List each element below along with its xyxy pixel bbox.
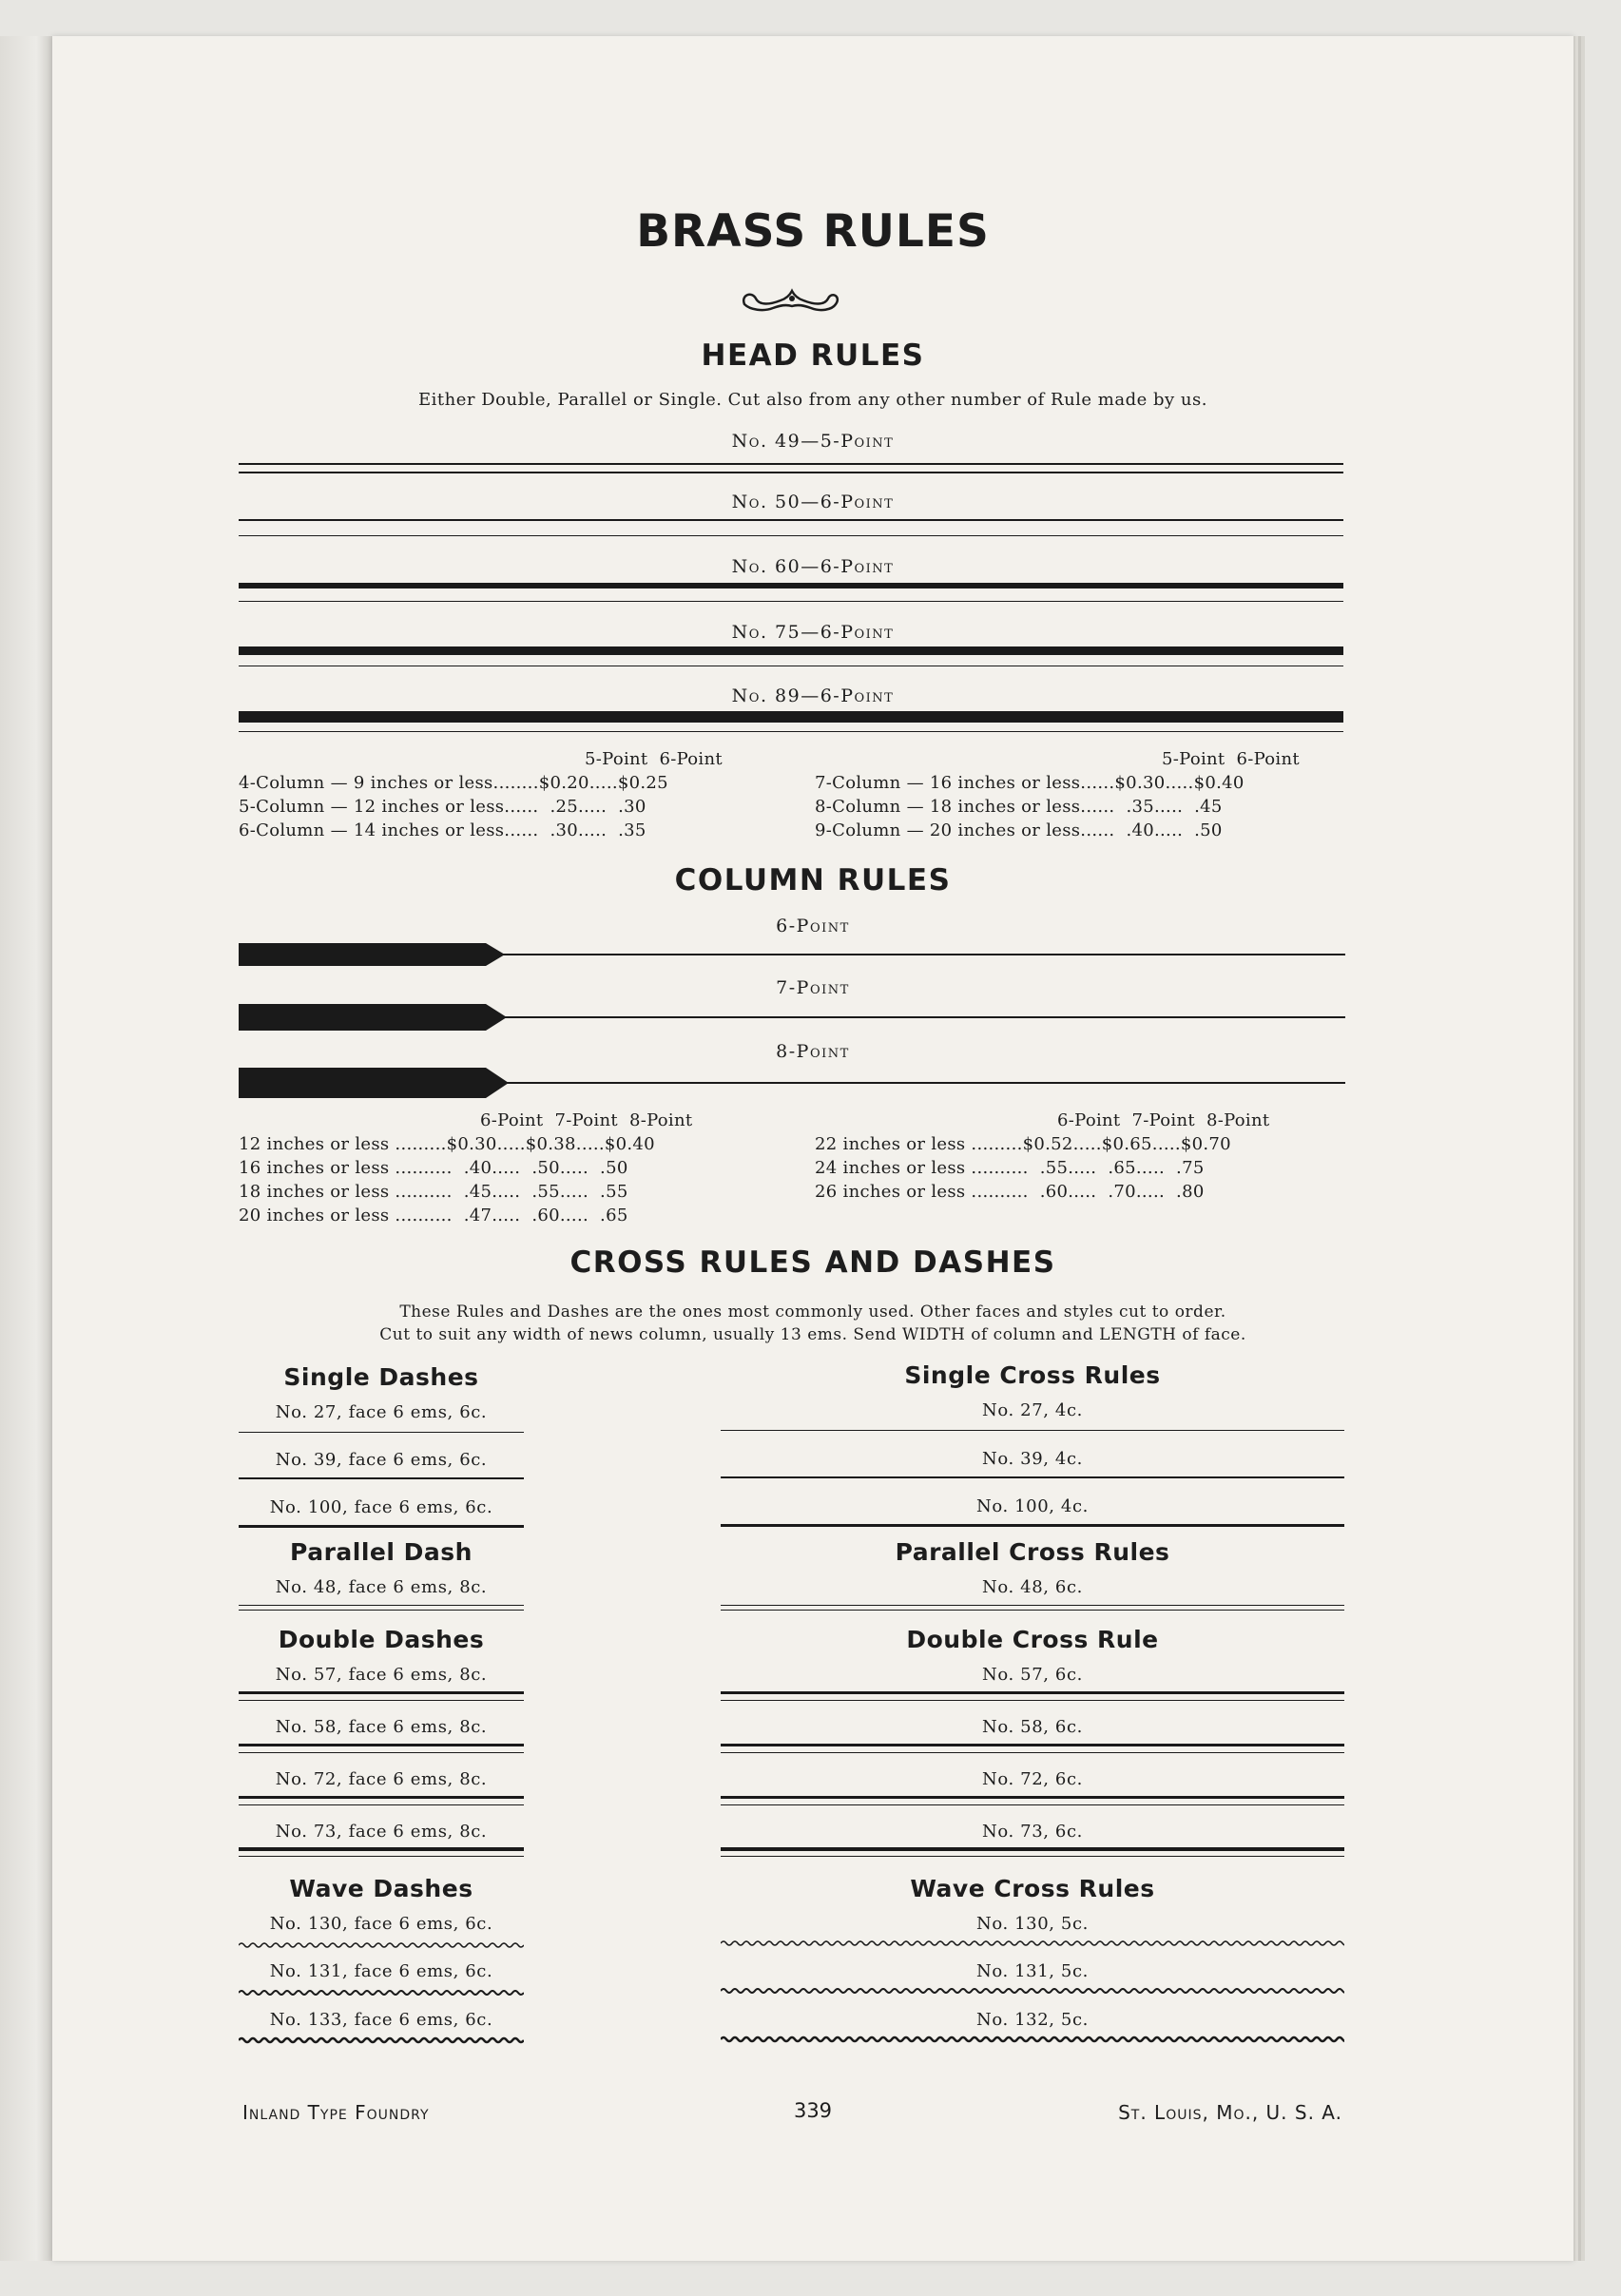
head-rule-label: No. 50—6-Point <box>731 492 895 512</box>
single-cross-rules-heading: Single Cross Rules <box>904 1361 1161 1389</box>
double-dashes-heading: Double Dashes <box>278 1626 485 1653</box>
price-row: 12 inches or less .........$0.30.....$0.38.....$0.40 <box>239 1134 655 1154</box>
price-row: 26 inches or less .......... .60..... .70..... .80 <box>815 1182 1205 1202</box>
rule-line <box>239 601 1343 602</box>
cross-rule-entry: No. 131, 5c. <box>976 1961 1089 1981</box>
dash-line <box>239 1796 524 1799</box>
column-rule-6pt <box>239 943 1345 968</box>
head-rule-label: No. 60—6-Point <box>731 556 895 577</box>
footer-location: St. Louis, Mo., U. S. A. <box>1118 2101 1342 2124</box>
wave-line <box>239 1941 524 1949</box>
dash-line <box>239 1856 524 1857</box>
head-rules-note: Either Double, Parallel or Single. Cut also from any other number of Rule made by us. <box>418 390 1207 410</box>
cross-rule-line <box>721 1605 1344 1606</box>
price-row: 5-Column — 12 inches or less...... .25..... .30 <box>239 797 646 817</box>
cross-rule-entry: No. 57, 6c. <box>982 1665 1083 1685</box>
head-rule-label: No. 89—6-Point <box>731 685 895 706</box>
dash-line <box>239 1525 524 1528</box>
head-rule-label: No. 49—5-Point <box>731 431 895 452</box>
price-row: 4-Column — 9 inches or less........$0.20.....$0.25 <box>239 773 668 793</box>
head-rules-heading: HEAD RULES <box>701 338 925 373</box>
footer-publisher: Inland Type Foundry <box>242 2101 430 2124</box>
cross-rule-line <box>721 1847 1344 1851</box>
rule-line <box>239 535 1343 536</box>
dash-line <box>239 1804 524 1805</box>
cross-rule-line <box>721 1856 1344 1857</box>
page-number: 339 <box>793 2099 833 2122</box>
cross-rule-line <box>721 1804 1344 1805</box>
price-row: 7-Column — 16 inches or less......$0.30.....$0.40 <box>815 773 1245 793</box>
cross-rule-line <box>721 1610 1344 1611</box>
dash-entry: No. 131, face 6 ems, 6c. <box>269 1961 493 1981</box>
cross-rule-entry: No. 27, 4c. <box>982 1400 1083 1420</box>
wave-line <box>239 2036 524 2044</box>
rule-line <box>239 472 1343 473</box>
price-row: 22 inches or less .........$0.52.....$0.65.....$0.70 <box>815 1134 1231 1154</box>
wave-cross-rules-heading: Wave Cross Rules <box>910 1875 1155 1902</box>
cross-rule-line <box>721 1691 1344 1694</box>
cross-rule-entry: No. 73, 6c. <box>982 1822 1083 1842</box>
cross-rule-line <box>721 1524 1344 1527</box>
cross-rule-line <box>721 1796 1344 1799</box>
rule-line <box>239 711 1343 723</box>
dash-line <box>239 1432 524 1433</box>
dash-line <box>239 1744 524 1746</box>
rule-line <box>239 519 1343 521</box>
wave-line <box>721 1987 1344 1995</box>
dash-line <box>239 1605 524 1606</box>
parallel-cross-rules-heading: Parallel Cross Rules <box>895 1538 1170 1566</box>
price-row: 9-Column — 20 inches or less...... .40..... .50 <box>815 820 1223 840</box>
price-row: 8-Column — 18 inches or less...... .35..... .45 <box>815 797 1223 817</box>
cross-rules-heading: CROSS RULES AND DASHES <box>569 1245 1056 1280</box>
dash-entry: No. 39, face 6 ems, 6c. <box>275 1450 488 1470</box>
cross-rule-line <box>721 1700 1344 1701</box>
cross-rule-entry: No. 132, 5c. <box>976 2010 1089 2030</box>
double-cross-rule-heading: Double Cross Rule <box>906 1626 1159 1653</box>
dash-entry: No. 58, face 6 ems, 8c. <box>275 1717 488 1737</box>
price-header: 5-Point 6-Point <box>1162 749 1300 769</box>
column-rule-7pt <box>239 1004 1345 1032</box>
price-row: 16 inches or less .......... .40..... .50..... .50 <box>239 1158 628 1178</box>
cross-rule-entry: No. 130, 5c. <box>976 1914 1089 1934</box>
column-rule-label: 7-Point <box>776 977 850 998</box>
dash-entry: No. 48, face 6 ems, 8c. <box>275 1577 488 1597</box>
cross-rule-line <box>721 1752 1344 1753</box>
dash-line <box>239 1752 524 1753</box>
book-page <box>52 36 1573 2261</box>
column-rule-8pt <box>239 1068 1345 1100</box>
book-gutter <box>0 36 52 2261</box>
rule-line <box>239 731 1343 732</box>
price-header: 6-Point 7-Point 8-Point <box>480 1110 693 1130</box>
dash-entry: No. 27, face 6 ems, 6c. <box>275 1402 488 1422</box>
cross-rule-line <box>721 1744 1344 1746</box>
price-row: 20 inches or less .......... .47..... .60..... .65 <box>239 1206 628 1225</box>
price-header: 5-Point 6-Point <box>585 749 723 769</box>
scroll-ornament-icon <box>739 285 841 319</box>
dash-line <box>239 1610 524 1611</box>
dash-entry: No. 100, face 6 ems, 6c. <box>269 1497 493 1517</box>
dash-line <box>239 1477 524 1479</box>
cross-rule-entry: No. 100, 4c. <box>976 1496 1089 1516</box>
wave-dashes-heading: Wave Dashes <box>289 1875 473 1902</box>
dash-entry: No. 130, face 6 ems, 6c. <box>269 1914 493 1934</box>
wave-line <box>721 2036 1344 2043</box>
price-row: 18 inches or less .......... .45..... .55..... .55 <box>239 1182 628 1202</box>
dash-entry: No. 73, face 6 ems, 8c. <box>275 1822 488 1842</box>
cross-rules-note: These Rules and Dashes are the ones most commonly used. Other faces and styles cut to order. <box>399 1302 1226 1322</box>
head-rule-label: No. 75—6-Point <box>731 622 895 643</box>
cross-rules-note: Cut to suit any width of news column, usually 13 ems. Send WIDTH of column and LENGTH of face. <box>379 1325 1246 1344</box>
rule-line <box>239 583 1343 588</box>
dash-entry: No. 133, face 6 ems, 6c. <box>269 2010 493 2030</box>
column-rule-label: 8-Point <box>776 1041 850 1062</box>
dash-line <box>239 1847 524 1851</box>
column-rule-label: 6-Point <box>776 916 850 936</box>
wave-line <box>239 1989 524 1997</box>
cross-rule-entry: No. 48, 6c. <box>982 1577 1083 1597</box>
dash-line <box>239 1691 524 1694</box>
wave-line <box>721 1939 1344 1947</box>
dash-entry: No. 72, face 6 ems, 8c. <box>275 1769 488 1789</box>
parallel-dash-heading: Parallel Dash <box>290 1538 473 1566</box>
single-dashes-heading: Single Dashes <box>283 1363 479 1391</box>
cross-rule-entry: No. 58, 6c. <box>982 1717 1083 1737</box>
cross-rule-entry: No. 39, 4c. <box>982 1449 1083 1469</box>
cross-rule-entry: No. 72, 6c. <box>982 1769 1083 1789</box>
column-rules-heading: COLUMN RULES <box>674 863 952 897</box>
cross-rule-line <box>721 1476 1344 1478</box>
dash-line <box>239 1700 524 1701</box>
price-header: 6-Point 7-Point 8-Point <box>1057 1110 1270 1130</box>
rule-line <box>239 646 1343 655</box>
cross-rule-line <box>721 1430 1344 1431</box>
dash-entry: No. 57, face 6 ems, 8c. <box>275 1665 488 1685</box>
rule-line <box>239 463 1343 465</box>
page-title: BRASS RULES <box>636 205 990 258</box>
price-row: 6-Column — 14 inches or less...... .30..... .35 <box>239 820 646 840</box>
price-row: 24 inches or less .......... .55..... .65..... .75 <box>815 1158 1205 1178</box>
